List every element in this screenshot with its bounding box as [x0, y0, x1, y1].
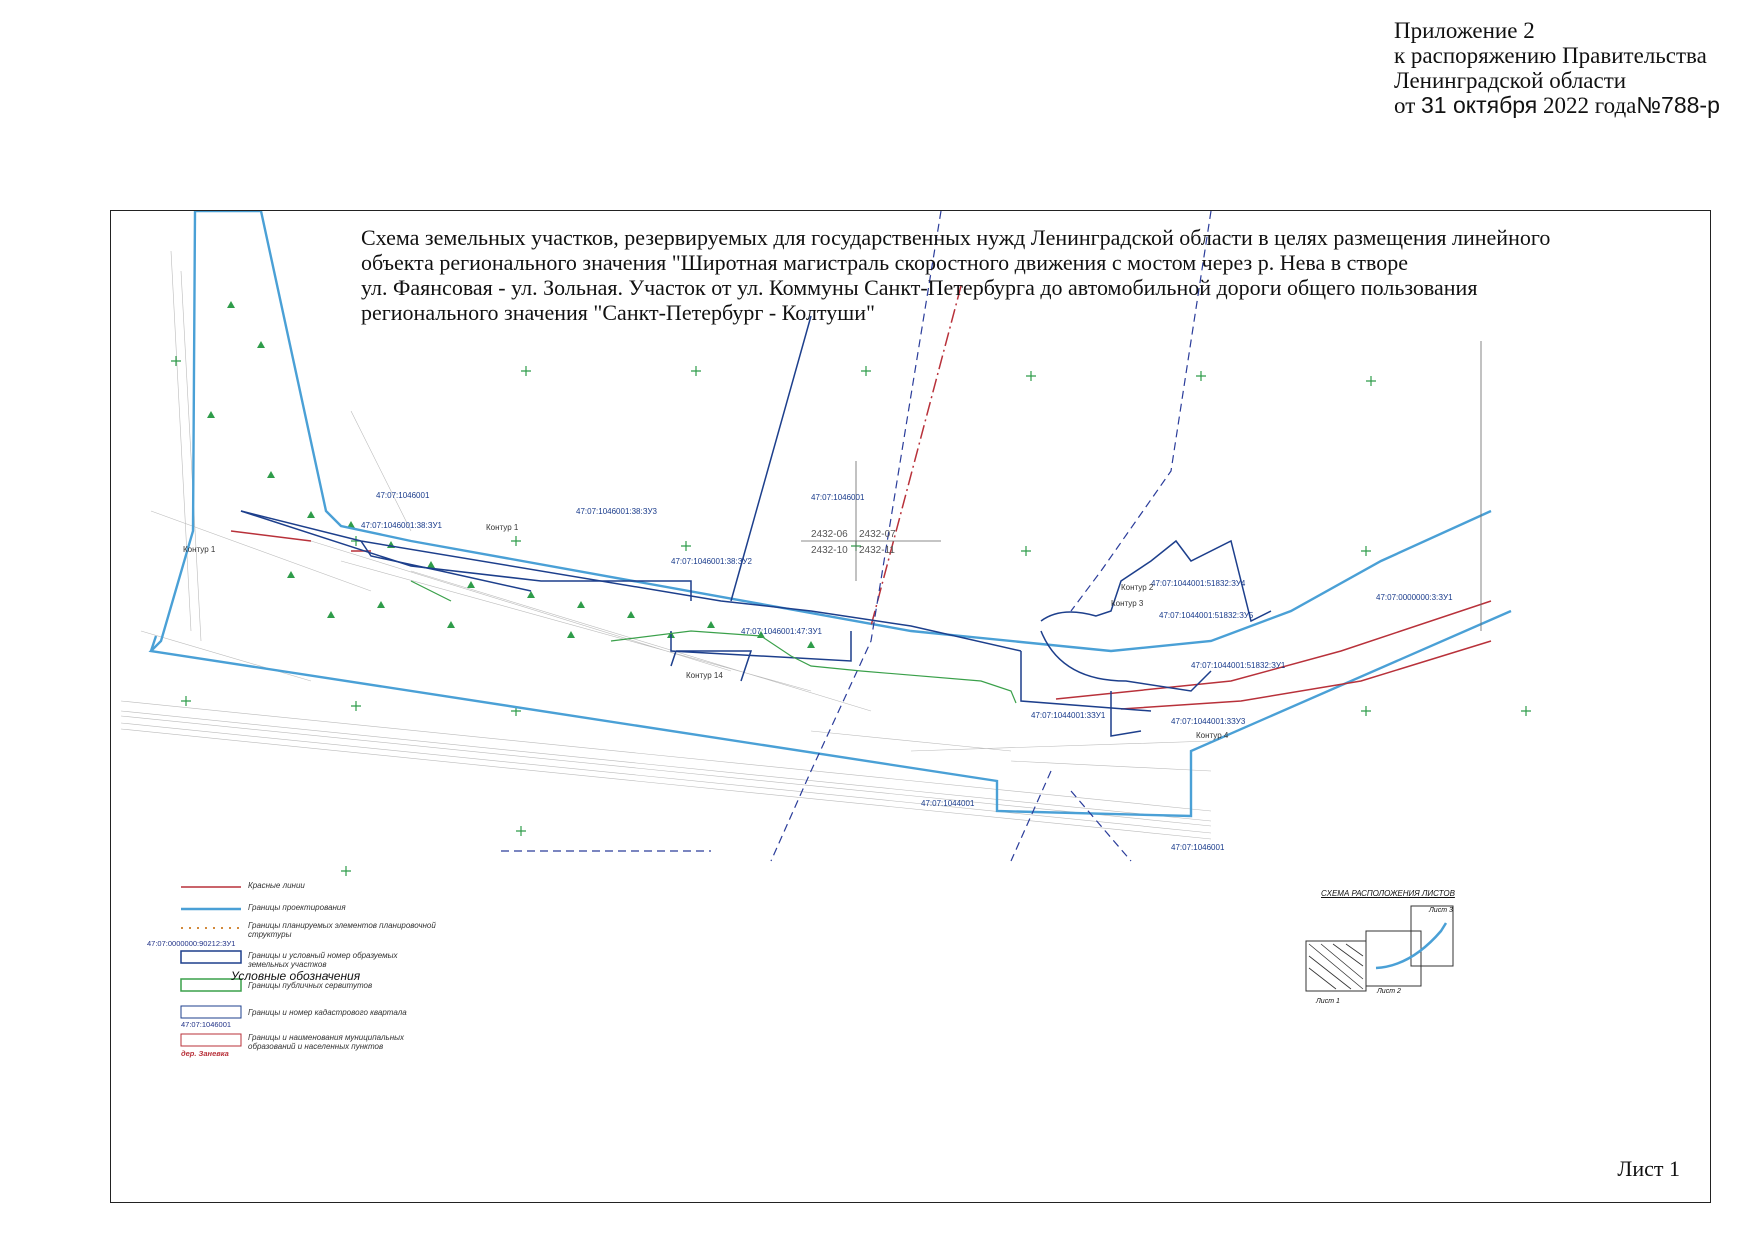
header-line-3: Ленинградской области — [1394, 68, 1627, 93]
sheet-number: Лист 1 — [1617, 1156, 1680, 1181]
contour-label: Контур 2 — [1121, 583, 1154, 592]
contour-label: Контур 14 — [686, 671, 723, 680]
sheet-scheme-label: Лист 2 — [1377, 988, 1401, 995]
header-number: №788-р — [1636, 92, 1720, 118]
header-prefix: от — [1394, 93, 1416, 118]
parcel-label: 47:07:1044001:3ЗУ3 — [1171, 717, 1246, 726]
quarter-label: 47:07:1046001 — [1171, 843, 1225, 852]
title-line-2: объекта регионального значения "Широтная магистраль скоростного движения с мостом через р. Нева в створе — [361, 250, 1408, 275]
parcel-label: 47:07:1046001:47:ЗУ1 — [741, 627, 823, 636]
grid-sheet-label: 2432-10 — [811, 545, 848, 556]
map-frame — [110, 210, 1711, 1203]
grid-crosses — [171, 356, 1531, 876]
contour-label: Контур 1 — [183, 545, 216, 554]
scheme-title — [361, 225, 1701, 325]
header-line-1: Приложение 2 — [1394, 18, 1535, 43]
legend-title: Условные обозначения — [231, 969, 361, 983]
legend-sample-parcel: 47:07:0000000:90212:ЗУ1 — [147, 939, 236, 948]
legend-sample-settlement: дер. Заневка — [181, 1049, 229, 1058]
title-line-4: регионального значения "Санкт-Петербург - Колтуши" — [361, 300, 875, 325]
header-line-4 — [1394, 93, 1720, 118]
header-date: 31 октября — [1421, 92, 1538, 118]
contour-label: Контур 4 — [1196, 731, 1229, 740]
parcel-label: 47:07:1044001:51832:ЗУ4 — [1151, 579, 1246, 588]
quarter-label: 47:07:1046001 — [376, 491, 430, 500]
parcel-label: 47:07:1046001:38:ЗУ2 — [671, 557, 753, 566]
parcel-label: 47:07:0000000:3:ЗУ1 — [1376, 593, 1453, 602]
title-line-1: Схема земельных участков, резервируемых для государственных нужд Ленинградской области в целях размещения линейного — [361, 225, 1551, 250]
header-year: 2022 года — [1543, 93, 1637, 118]
legend-label: Красные линии — [248, 881, 305, 890]
parcel-label: 47:07:1044001:51832:ЗУ5 — [1159, 611, 1254, 620]
sheet-scheme-label: Лист 3 — [1429, 907, 1453, 914]
parcel-label: 47:07:1046001:38:ЗУ3 — [576, 507, 658, 516]
title-line-3: ул. Фаянсовая - ул. Зольная. Участок от ул. Коммуны Санкт-Петербурга до автомобильной дороги общего пользования — [361, 275, 1478, 300]
contour-label: Контур 1 — [486, 523, 519, 532]
map-drawing — [111, 211, 1711, 1203]
sheet-scheme-label: Лист 1 — [1316, 998, 1340, 1005]
grid-sheet-label: 2432-11 — [859, 545, 895, 556]
parcel-label: 47:07:1044001:3ЗУ1 — [1031, 711, 1106, 720]
legend-sample-quarter: 47:07:1046001 — [181, 1020, 232, 1029]
contour-label: Контур 3 — [1111, 599, 1144, 608]
legend-label: Границы публичных сервитутов — [248, 981, 373, 990]
sheet-scheme-title: СХЕМА РАСПОЛОЖЕНИЯ ЛИСТОВ — [1321, 889, 1455, 898]
legend-label: Границы и условный номер образуемых земельных участков — [248, 951, 398, 969]
legend-label: Границы и номер кадастрового квартала — [248, 1008, 407, 1017]
sheet-scheme-drawing — [1306, 906, 1453, 991]
terrain-hatch — [121, 251, 1211, 839]
legend-label: Границы планируемых элементов планировочной структуры — [248, 921, 436, 939]
parcel-label: 47:07:1044001:51832:ЗУ1 — [1191, 661, 1286, 670]
quarter-label: 47:07:1046001 — [811, 493, 865, 502]
parcel-label: 47:07:1046001:38:ЗУ1 — [361, 521, 443, 530]
document-header — [1394, 18, 1720, 118]
tree-marks — [207, 301, 815, 648]
legend-label: Границы и наименования муниципальных образований и населенных пунктов — [248, 1033, 405, 1051]
grid-sheet-label: 2432-06 — [811, 529, 848, 540]
header-line-2: к распоряжению Правительства — [1394, 43, 1707, 68]
grid-sheet-label: 2432-07 — [859, 529, 896, 540]
legend-label: Границы проектирования — [248, 903, 346, 912]
quarter-label: 47:07:1044001 — [921, 799, 975, 808]
